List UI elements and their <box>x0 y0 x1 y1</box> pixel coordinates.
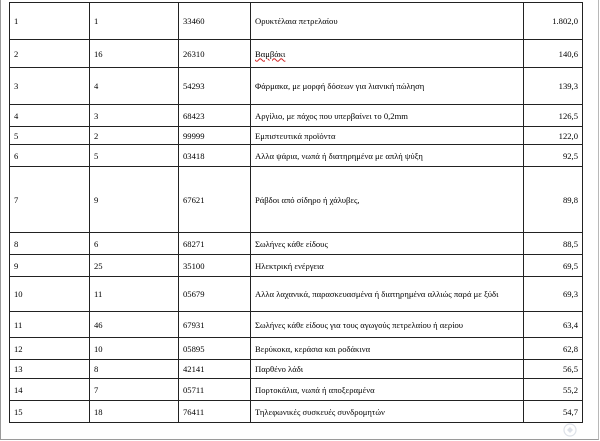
rank-cell: 6 <box>10 145 90 167</box>
table-row <box>10 277 583 312</box>
table-row <box>10 312 583 338</box>
product-code-cell: 42141 <box>179 360 251 379</box>
table-row <box>10 233 583 255</box>
rank-cell: 9 <box>10 255 90 277</box>
previous-rank-cell: 4 <box>90 68 179 105</box>
table-row <box>10 360 583 379</box>
previous-rank-cell: 7 <box>90 379 179 401</box>
previous-rank-cell: 11 <box>90 277 179 312</box>
rank-cell: 12 <box>10 338 90 360</box>
value-cell: 92,5 <box>524 145 583 167</box>
product-description-cell: Παρθένο λάδι <box>251 360 524 379</box>
product-code-cell: 35100 <box>179 255 251 277</box>
product-code-cell: 05679 <box>179 277 251 312</box>
product-description-cell: Ράβδοι από σίδηρο ή χάλυβες, <box>251 167 524 233</box>
rank-cell: 2 <box>10 40 90 68</box>
product-code-cell: 68271 <box>179 233 251 255</box>
product-description-cell: Σωλήνες κάθε είδους <box>251 233 524 255</box>
table-row <box>10 145 583 167</box>
product-description-cell <box>251 40 524 68</box>
watermark-icon <box>563 423 577 437</box>
value-cell: 1.802,0 <box>524 3 583 40</box>
previous-rank-cell: 5 <box>90 145 179 167</box>
product-description-cell: Αργίλιο, με πάχος που υπερβαίνει το 0,2mm <box>251 105 524 127</box>
product-code-cell: 54293 <box>179 68 251 105</box>
previous-rank-cell: 10 <box>90 338 179 360</box>
rank-cell: 10 <box>10 277 90 312</box>
previous-rank-cell: 18 <box>90 401 179 423</box>
table-row <box>10 167 583 233</box>
rank-cell: 11 <box>10 312 90 338</box>
product-description-cell: Πορτοκάλια, νωπά ή αποξεραμένα <box>251 379 524 401</box>
previous-rank-cell: 6 <box>90 233 179 255</box>
table-row <box>10 3 583 40</box>
previous-rank-cell: 16 <box>90 40 179 68</box>
product-code-cell: 05711 <box>179 379 251 401</box>
previous-rank-cell: 3 <box>90 105 179 127</box>
rank-cell: 4 <box>10 105 90 127</box>
value-cell: 88,5 <box>524 233 583 255</box>
product-code-cell: 67931 <box>179 312 251 338</box>
table-row <box>10 255 583 277</box>
rank-cell: 1 <box>10 3 90 40</box>
product-description-cell: Βερύκοκα, κεράσια και ροδάκινα <box>251 338 524 360</box>
previous-rank-cell: 46 <box>90 312 179 338</box>
product-code-cell: 76411 <box>179 401 251 423</box>
product-code-cell: 26310 <box>179 40 251 68</box>
value-cell: 69,3 <box>524 277 583 312</box>
previous-rank-cell: 1 <box>90 3 179 40</box>
product-description-cell: Εμπιστευτικά προϊόντα <box>251 127 524 145</box>
value-cell: 139,3 <box>524 68 583 105</box>
table-row <box>10 401 583 423</box>
product-description-cell: Σωλήνες κάθε είδους για τους αγωγούς πετρελαίου ή αερίου <box>251 312 524 338</box>
rank-cell: 14 <box>10 379 90 401</box>
value-cell: 89,8 <box>524 167 583 233</box>
previous-rank-cell: 8 <box>90 360 179 379</box>
table-row <box>10 127 583 145</box>
spellcheck-word: Βαμβάκι <box>255 48 286 59</box>
table-row <box>10 68 583 105</box>
previous-rank-cell: 2 <box>90 127 179 145</box>
rank-cell: 5 <box>10 127 90 145</box>
value-cell: 56,5 <box>524 360 583 379</box>
product-description-cell: Φάρμακα, με μορφή δόσεων για λιανική πώληση <box>251 68 524 105</box>
value-cell: 62,8 <box>524 338 583 360</box>
previous-rank-cell: 25 <box>90 255 179 277</box>
value-cell: 63,4 <box>524 312 583 338</box>
value-cell: 54,7 <box>524 401 583 423</box>
value-cell: 140,6 <box>524 40 583 68</box>
value-cell: 55,2 <box>524 379 583 401</box>
product-code-cell: 33460 <box>179 3 251 40</box>
rank-cell: 7 <box>10 167 90 233</box>
rank-cell: 13 <box>10 360 90 379</box>
product-code-cell: 03418 <box>179 145 251 167</box>
rank-cell: 15 <box>10 401 90 423</box>
product-description-cell: Τηλεφωνικές συσκευές συνδρομητών <box>251 401 524 423</box>
product-description-cell: Ηλεκτρική ενέργεια <box>251 255 524 277</box>
rank-cell: 3 <box>10 68 90 105</box>
table-row <box>10 40 583 68</box>
product-code-cell: 68423 <box>179 105 251 127</box>
product-description-cell: Αλλα λαχανικά, παρασκευασμένα ή διατηρημένα αλλιώς παρά με ξύδι <box>251 277 524 312</box>
exports-table <box>9 2 583 423</box>
value-cell: 69,5 <box>524 255 583 277</box>
table-row <box>10 338 583 360</box>
product-description-cell: Ορυκτέλαια πετρελαίου <box>251 3 524 40</box>
rank-cell: 8 <box>10 233 90 255</box>
value-cell: 122,0 <box>524 127 583 145</box>
product-code-cell: 67621 <box>179 167 251 233</box>
table-row <box>10 379 583 401</box>
product-code-cell: 05895 <box>179 338 251 360</box>
value-cell: 126,5 <box>524 105 583 127</box>
table-row <box>10 105 583 127</box>
product-description-cell: Αλλα ψάρια, νωπά ή διατηρημένα με απλή ψύξη <box>251 145 524 167</box>
product-code-cell: 99999 <box>179 127 251 145</box>
previous-rank-cell: 9 <box>90 167 179 233</box>
